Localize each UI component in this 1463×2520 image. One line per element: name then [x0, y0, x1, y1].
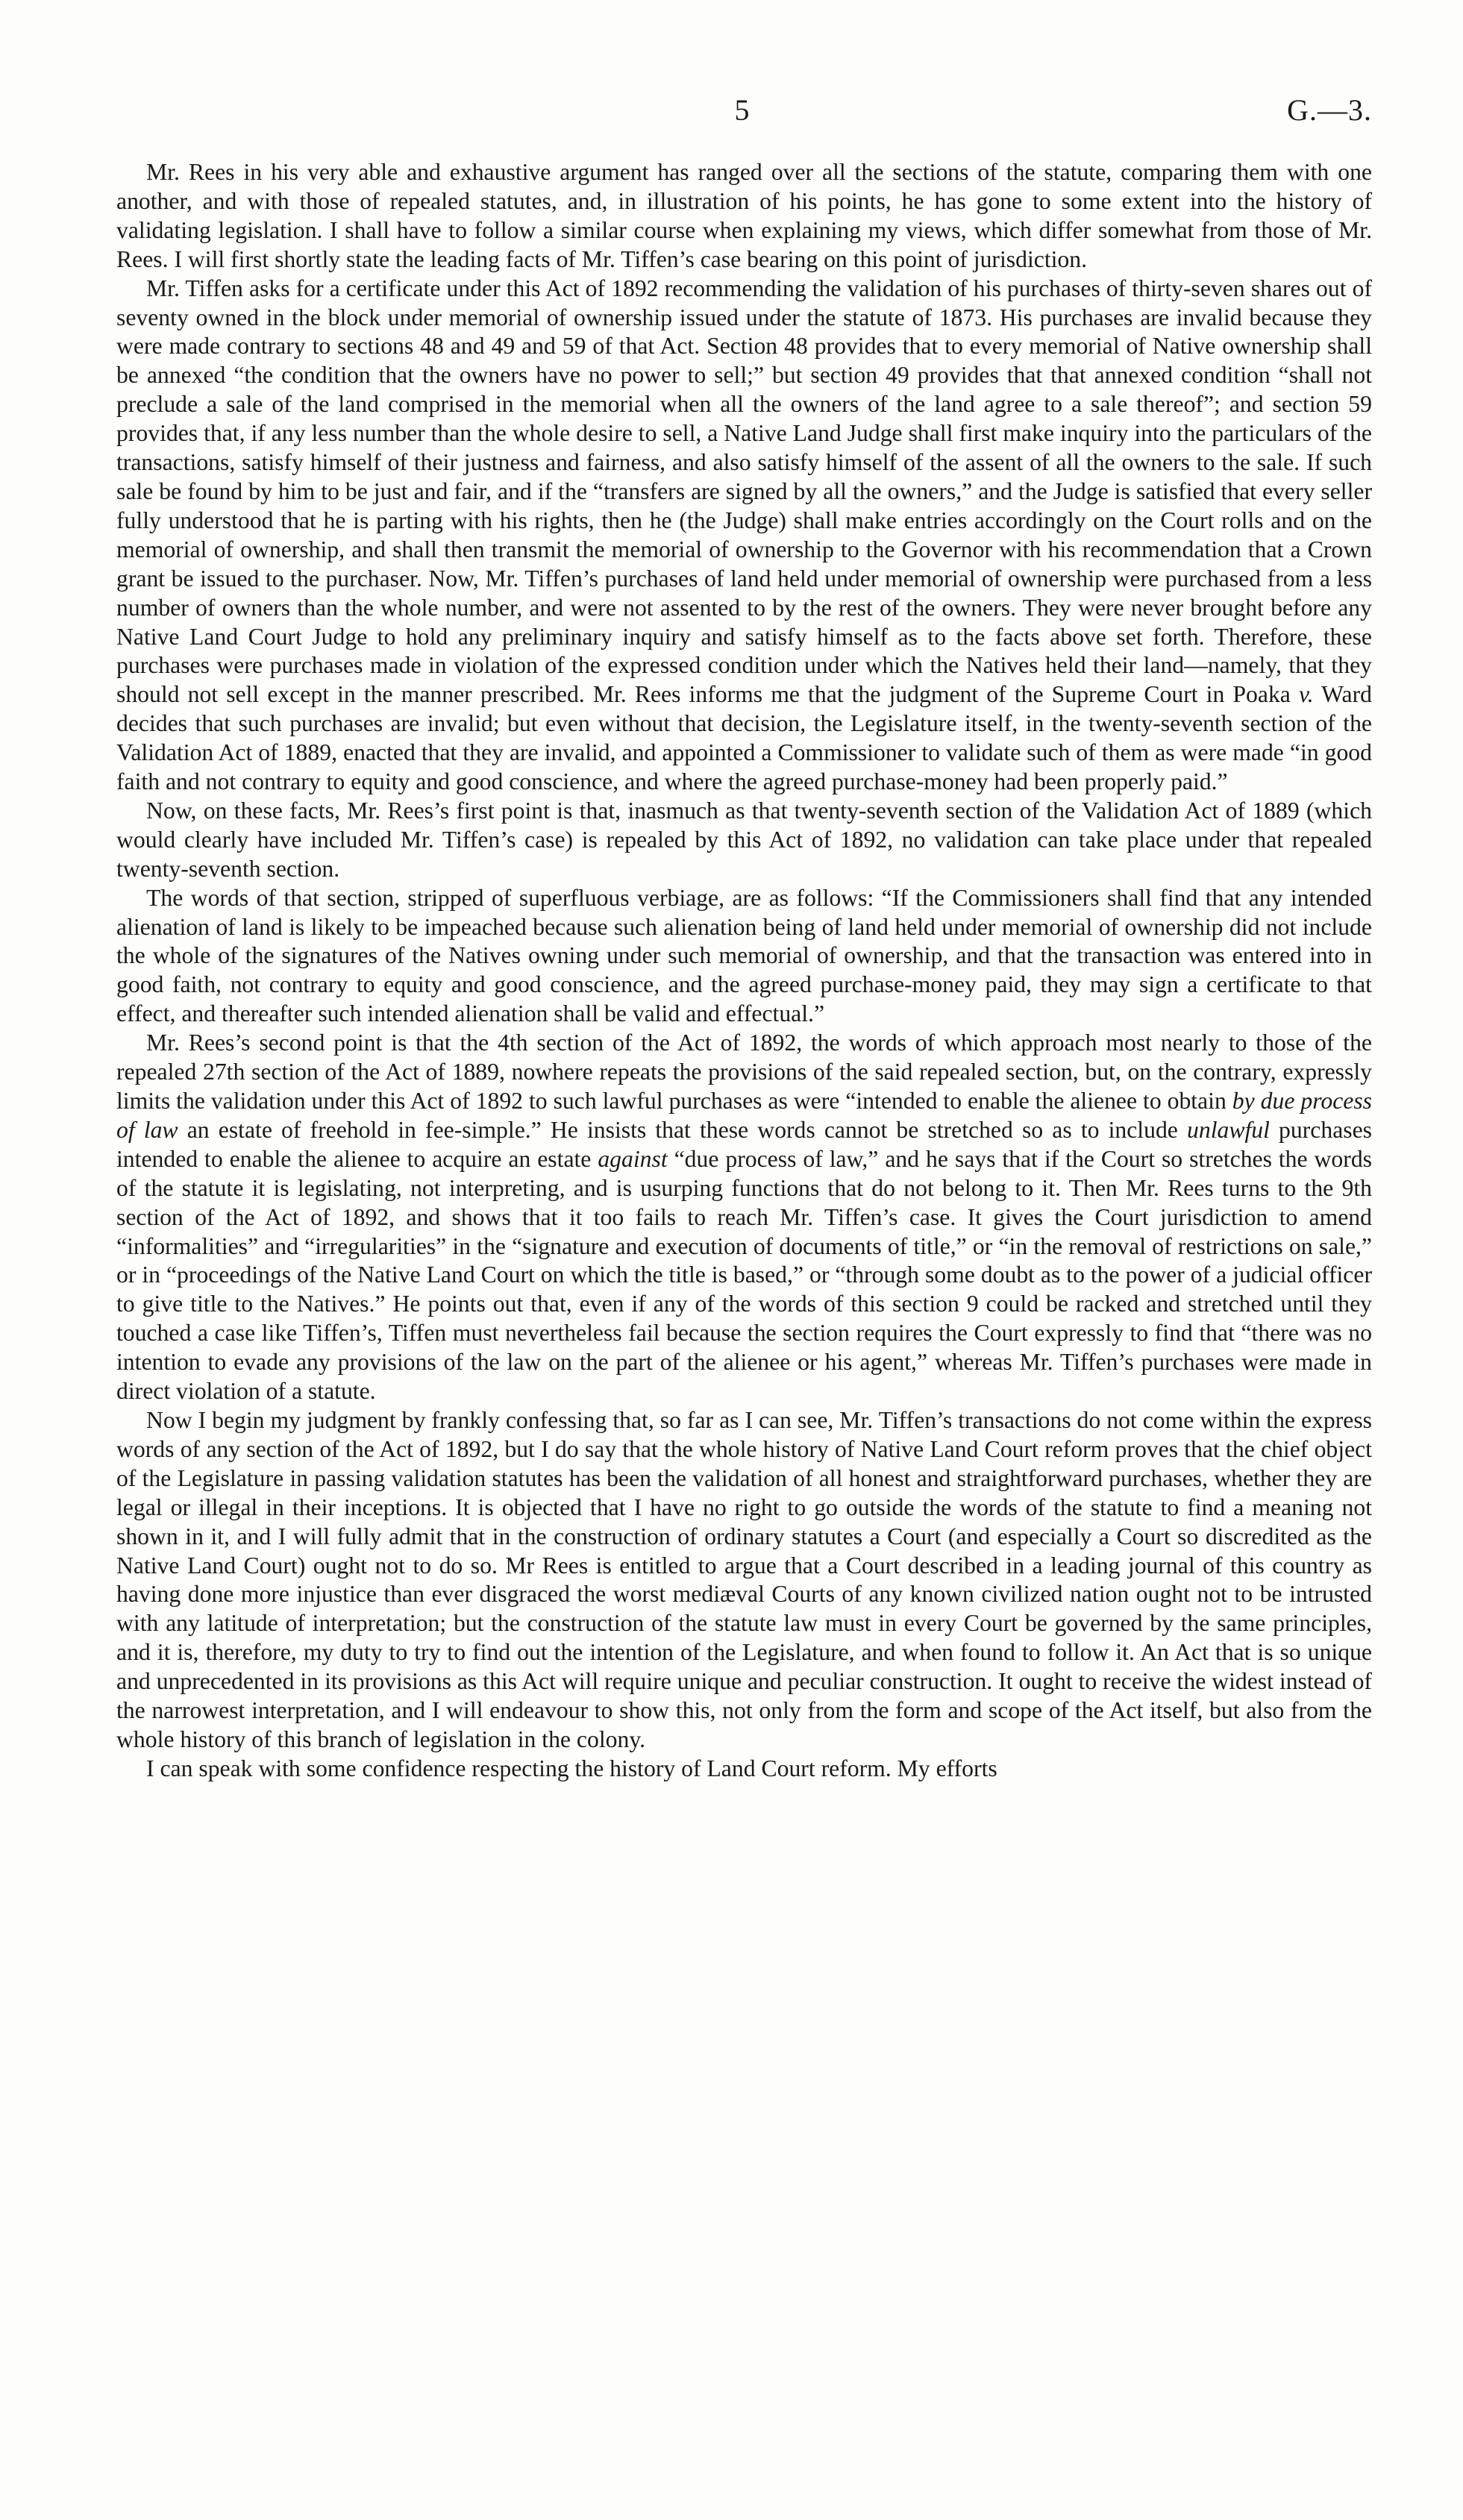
paragraph-text: The words of that section, stripped of superfluous verbiage, are as follows: “If the Commissioners shall find that any intended alienation of land is likely to be impeached because such alienation being of land held under memorial of ownership did not include the whole of the signatures of the Natives owning under such memorial of ownership, and that the transaction was entered into in good faith, not contrary to equity and good conscience, and the agreed purchase-money paid, they may sign a certificate to that effect, and thereafter such intended alienation shall be valid and effectual.”	[116, 884, 1372, 1027]
paragraph-text: “due process of law,” and he says that if the Court so stretches the words of the statute it is legislating, not interpreting, and is usurping functions that do not belong to it. Then Mr. Rees turns to the 9th section of the Act of 1892, and shows that it too fails to reach Mr. Tiffen’s case. It gives the Court jurisdiction to amend “informalities” and “irregularities” in the “signature and execution of documents of title,” or “in the removal of restrictions on sale,” or in “proceedings of the Native Land Court on which the title is based,” or “through some doubt as to the power of a judicial officer to give title to the Natives.” He points out that, even if any of the words of this section 9 could be racked and stretched until they touched a case like Tiffen’s, Tiffen must nevertheless fail because the section requires the Court expressly to find that “there was no intention to evade any provisions of the law on the part of the alienee or his agent,” whereas Mr. Tiffen’s purchases were made in direct violation of a statute.	[116, 1145, 1372, 1405]
paragraph-text: purchases intended to enable the alienee to acquire an estate	[116, 1116, 1372, 1172]
paragraph-text: Ward decides that such purchases are invalid; but even without that decision, the Legislature itself, in the twenty-seventh section of the Validation Act of 1889, enacted that they are invalid, and appointed a Commissioner to validate such of them as were made “in good faith and not contrary to equity and good conscience, and where the agreed purchase-money had been properly paid.”	[116, 681, 1372, 795]
italic-text: unlawful	[1187, 1116, 1270, 1143]
paragraph	[116, 884, 1372, 1029]
page-header	[112, 88, 1372, 133]
paragraph-text: Mr. Rees’s second point is that the 4th section of the Act of 1892, the words of which approach most nearly to those of the repealed 27th section of the Act of 1889, nowhere repeats the provisions of the said repealed section, but, on the contrary, expressly limits the validation under this Act of 1892 to such lawful purchases as were “intended to enable the alienee to obtain	[116, 1029, 1372, 1114]
italic-text: against	[598, 1145, 668, 1172]
document-reference: G.—3.	[1287, 93, 1372, 127]
paragraph	[116, 275, 1372, 797]
paragraph-text: Mr. Tiffen asks for a certificate under this Act of 1892 recommending the validation of his purchases of thirty-seven shares out of seventy owned in the block under memorial of ownership issued under the statute of 1873. His purchases are invalid because they were made contrary to sections 48 and 49 and 59 of that Act. Section 48 provides that to every memorial of Native ownership shall be annexed “the condition that the owners have no power to sell;” but section 49 provides that that annexed condition “shall not preclude a sale of the land comprised in the memorial when all the owners of the land agree to a sale thereof”; and section 59 provides that, if any less number than the whole desire to sell, a Native Land Judge shall first make inquiry into the particulars of the transactions, satisfy himself of their justness and fairness, and also satisfy himself of the assent of all the owners to the sale. If such sale be found by him to be just and fair, and if the “transfers are signed by all the owners,” and the Judge is satisfied that every seller fully understood that he is parting with his rights, then he (the Judge) shall make entries accordingly on the Court rolls and on the memorial of ownership, and shall then transmit the memorial of ownership to the Governor with his recommendation that a Crown grant be issued to the purchaser. Now, Mr. Tiffen’s purchases of land held under memorial of ownership were purchased from a less number of owners than the whole number, and were not assented to by the rest of the owners. They were never brought before any Native Land Court Judge to hold any preliminary inquiry and satisfy himself as to the facts above set forth. Therefore, these purchases were purchases made in violation of the expressed condition under which the Natives held their land—namely, that they should not sell except in the manner prescribed. Mr. Rees informs me that the judgment of the Supreme Court in Poaka	[116, 275, 1372, 708]
page-number: 5	[734, 93, 750, 127]
paragraph	[116, 1406, 1372, 1755]
paragraph-text: Mr. Rees in his very able and exhaustive argument has ranged over all the sections of the statute, comparing them with one another, and with those of repealed statutes, and, in illustration of his points, he has gone to some extent into the history of validating legislation. I shall have to follow a similar course when explaining my views, which differ somewhat from those of Mr. Rees. I will first shortly state the leading facts of Mr. Tiffen’s case bearing on this point of jurisdiction.	[116, 159, 1372, 272]
paragraph-text: an estate of freehold in fee-simple.” He insists that these words cannot be stretched so as to include	[178, 1116, 1187, 1143]
body-text	[116, 158, 1372, 1784]
italic-text: by due process of law	[116, 1088, 1372, 1143]
paragraph	[116, 1755, 1372, 1784]
italic-text: v.	[1298, 681, 1314, 708]
paragraph	[116, 1029, 1372, 1406]
paragraph	[116, 158, 1372, 275]
paragraph	[116, 797, 1372, 884]
paragraph-text: Now, on these facts, Mr. Rees’s first point is that, inasmuch as that twenty-seventh section of the Validation Act of 1889 (which would clearly have included Mr. Tiffen’s case) is repealed by this Act of 1892, no validation can take place under that repealed twenty-seventh section.	[116, 797, 1372, 882]
paragraph-text: Now I begin my judgment by frankly confessing that, so far as I can see, Mr. Tiffen’s transactions do not come within the express words of any section of the Act of 1892, but I do say that the whole history of Native Land Court reform proves that the chief object of the Legislature in passing validation statutes has been the validation of all honest and straightforward purchases, whether they are legal or illegal in their inceptions. It is objected that I have no right to go outside the words of the statute to find a meaning not shown in it, and I will fully admit that in the construction of ordinary statutes a Court (and especially a Court so discredited as the Native Land Court) ought not to do so. Mr Rees is entitled to argue that a Court described in a leading journal of this country as having done more injustice than ever disgraced the worst mediæval Courts of any known civilized nation ought not to be intrusted with any latitude of interpretation; but the construction of the statute law must in every Court be governed by the same principles, and it is, therefore, my duty to try to find out the intention of the Legislature, and when found to follow it. An Act that is so unique and unprecedented in its provisions as this Act will require unique and peculiar construction. It ought to receive the widest instead of the narrowest interpretation, and I will endeavour to show this, not only from the form and scope of the Act itself, but also from the whole history of this branch of legislation in the colony.	[116, 1406, 1372, 1752]
paragraph-text: I can speak with some confidence respecting the history of Land Court reform. My efforts	[146, 1755, 997, 1781]
